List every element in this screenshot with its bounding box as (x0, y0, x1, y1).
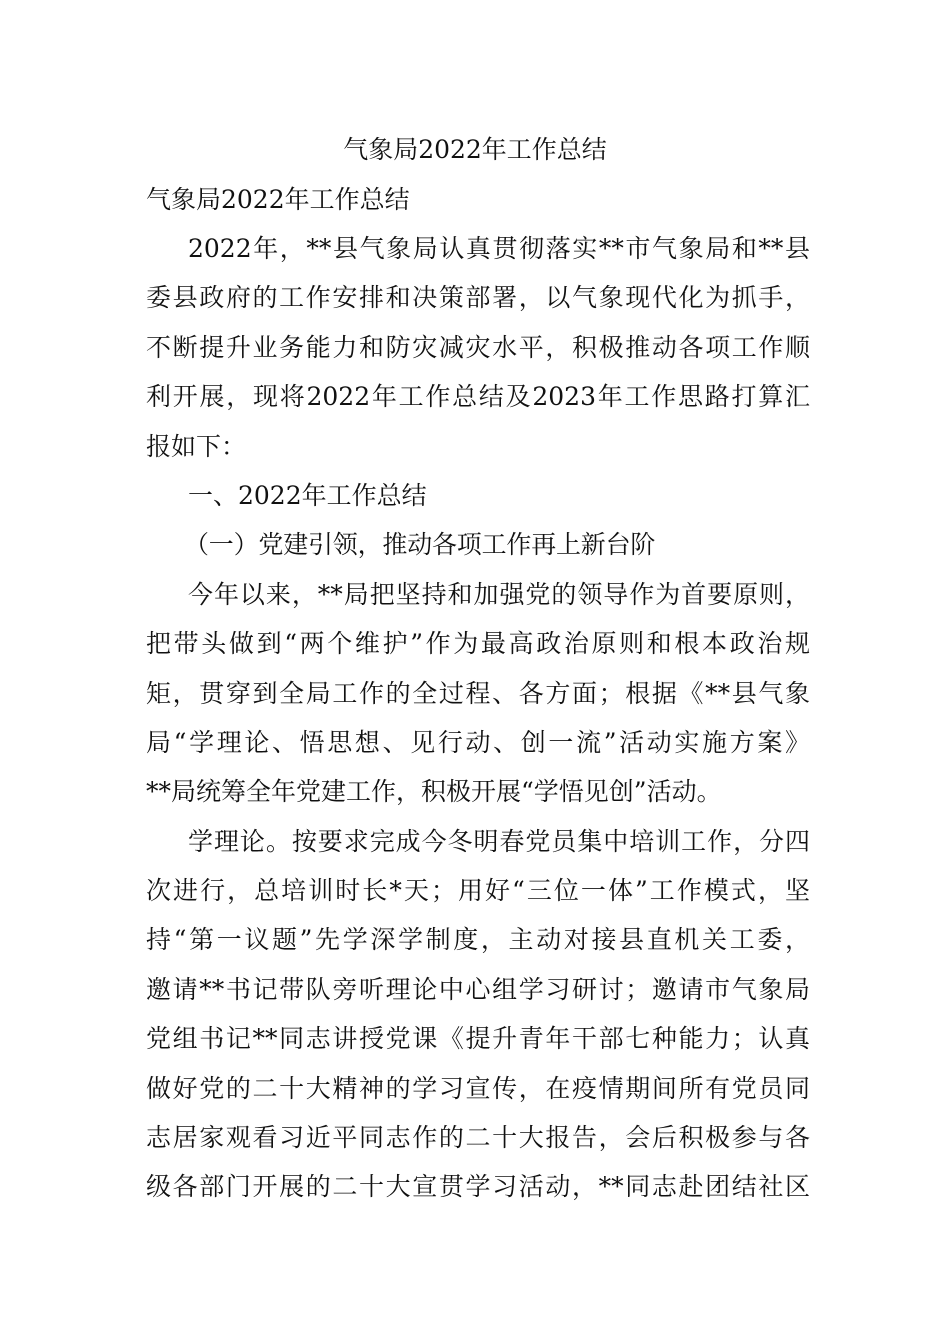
paragraph-line: 报如下： (146, 431, 247, 461)
document-body (146, 231, 810, 1219)
paragraph-line: 今年以来，**局把坚持和加强党的领导作为首要原则， (188, 579, 810, 609)
paragraph-line: 学理论。按要求完成今冬明春党员集中培训工作，分四 (188, 826, 810, 856)
paragraph-line: 持“第一议题”先学深学制度，主动对接县直机关工委， (146, 925, 810, 955)
paragraph-line: 做好党的二十大精神的学习宣传，在疫情期间所有党员同 (146, 1073, 810, 1103)
paragraph-line: 利开展，现将2022年工作总结及2023年工作思路打算汇 (146, 382, 810, 412)
section-heading: 一、2022年工作总结 (188, 480, 427, 510)
paragraph-line: **局统筹全年党建工作，积极开展“学悟见创”活动。 (146, 777, 722, 807)
paragraph-line: 2022年，**县气象局认真贯彻落实**市气象局和**县 (188, 234, 810, 263)
document-title: 气象局2022年工作总结 (343, 135, 607, 164)
paragraph-line: 不断提升业务能力和防灾减灾水平，积极推动各项工作顺 (146, 332, 810, 362)
subsection-heading: （一）党建引领，推动各项工作再上新台阶 (184, 530, 656, 560)
paragraph-line: 志居家观看习近平同志作的二十大报告，会后积极参与各 (146, 1123, 810, 1153)
paragraph-line: 邀请**书记带队旁听理论中心组学习研讨；邀请市气象局 (146, 974, 810, 1004)
paragraph-line: 级各部门开展的二十大宣贯学习活动，**同志赴团结社区 (146, 1172, 810, 1202)
paragraph-line: 把带头做到“两个维护”作为最高政治原则和根本政治规 (146, 629, 810, 659)
paragraph-line: 次进行，总培训时长*天；用好“三位一体”工作模式，坚 (146, 876, 810, 906)
paragraph-line: 矩，贯穿到全局工作的全过程、各方面；根据《**县气象 (146, 678, 810, 708)
paragraph-line: 党组书记**同志讲授党课《提升青年干部七种能力；认真 (146, 1024, 810, 1054)
paragraph-line: 局“学理论、悟思想、见行动、创一流”活动实施方案》 (146, 727, 810, 757)
paragraph-line: 委县政府的工作安排和决策部署，以气象现代化为抓手， (146, 283, 810, 313)
document-subtitle: 气象局2022年工作总结 (146, 185, 410, 214)
